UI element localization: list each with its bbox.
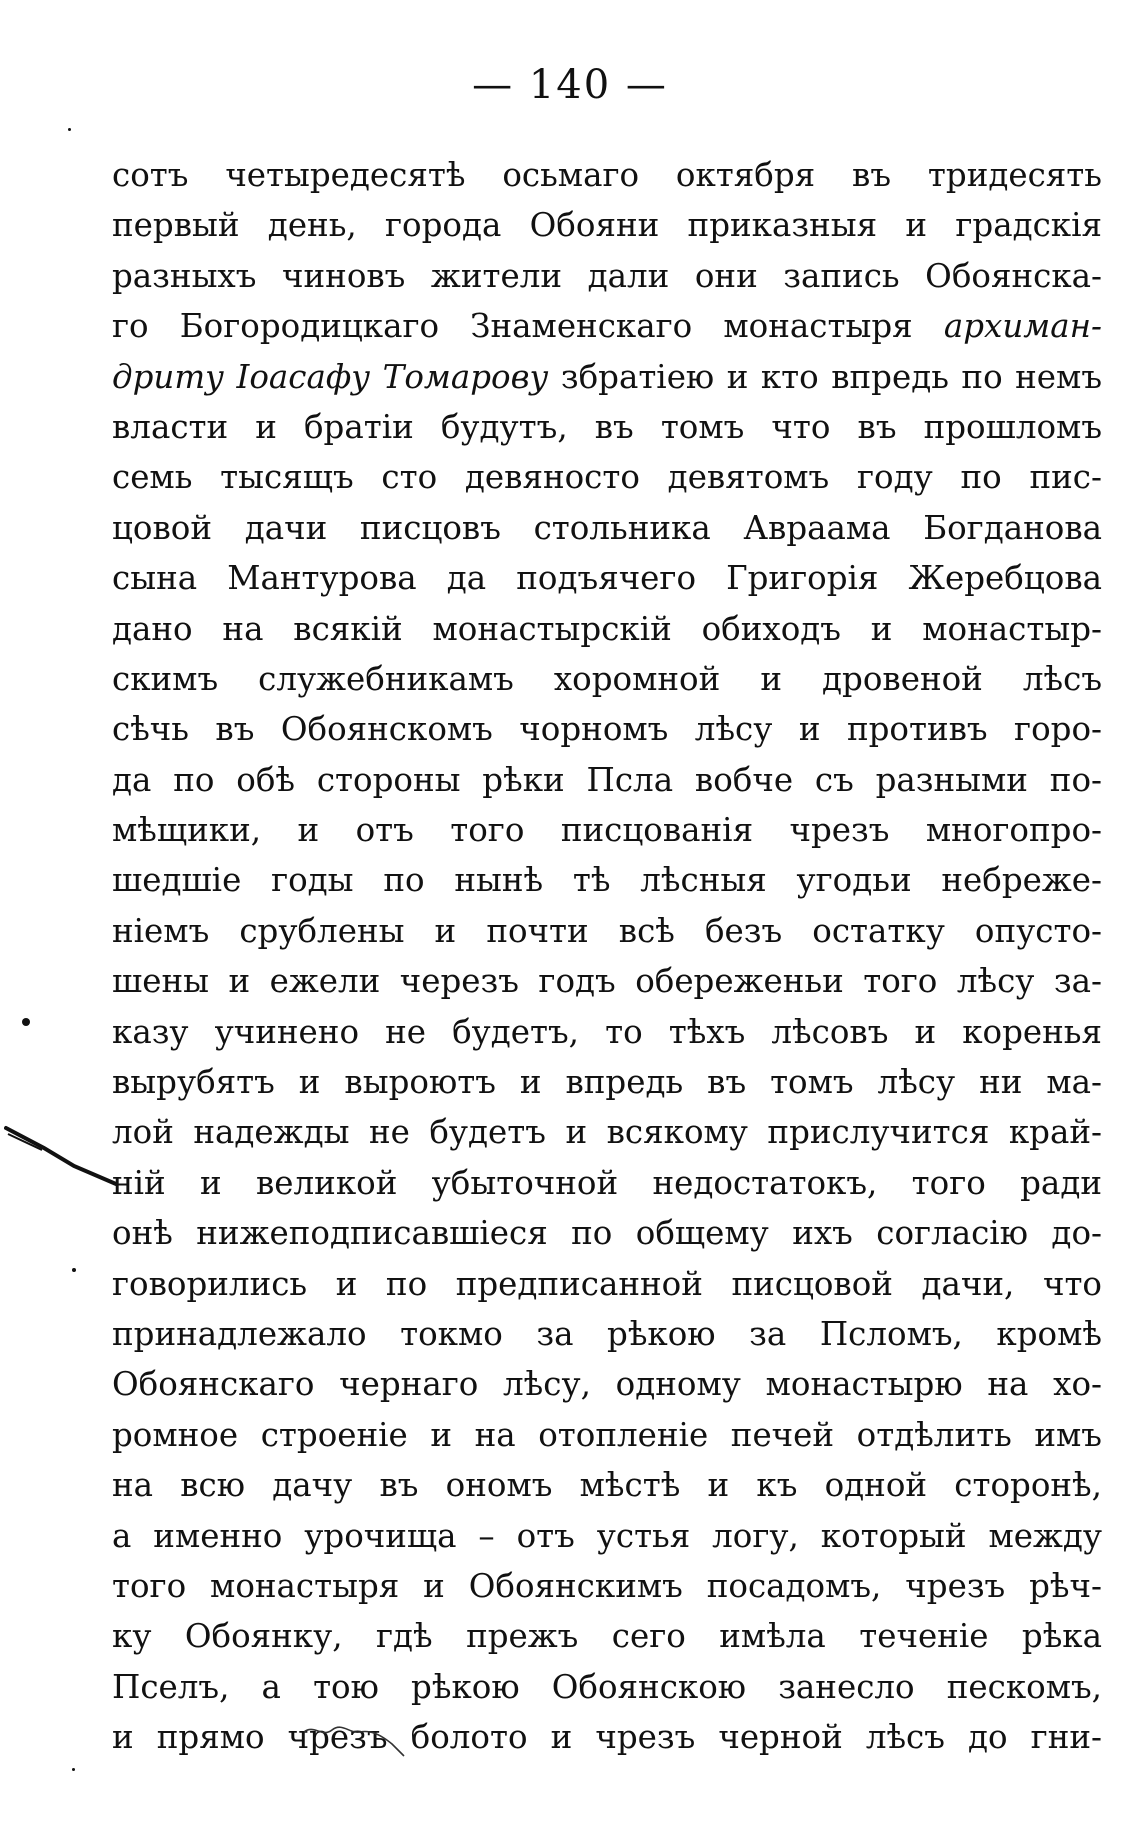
pencil-squiggle	[300, 1720, 410, 1760]
text-line: ромное строеніе и на отопленіе печей отдѣлить имъ	[112, 1415, 1102, 1454]
ink-spot	[22, 1018, 30, 1026]
text-line: онѣ нижеподписавшіеся по общему ихъ согласію до-	[112, 1214, 1102, 1253]
text-line: разныхъ чиновъ жители дали они запись Обоянска-	[112, 256, 1102, 295]
text-line: семь тысящъ сто девяносто девятомъ году по пис-	[112, 458, 1102, 497]
ink-spot	[68, 128, 71, 131]
ink-spot	[72, 1768, 75, 1771]
text-line: власти и братіи будутъ, въ томъ что въ прошломъ	[112, 407, 1102, 446]
text-line: Пселъ, а тою рѣкою Обоянскою занесло пескомъ,	[112, 1667, 1102, 1706]
text-line: Обоянскаго чернаго лѣсу, одному монастырю на хо-	[112, 1365, 1102, 1404]
text-line: дано на всякій монастырскій обиходъ и монастыр-	[112, 609, 1102, 648]
text-line: говорились и по предписанной писцовой дачи, что	[112, 1264, 1102, 1303]
text-line: сотъ четыредесятѣ осьмаго октября въ тридесять	[112, 156, 1102, 194]
italic-name: дриту Іоасафу Томарову	[112, 357, 549, 396]
text-line: лой надежды не будетъ и всякому прислучится край-	[112, 1113, 1102, 1152]
italic-name: архиман-	[943, 307, 1102, 346]
text-line: го Богородицкаго Знаменскаго монастыря архиман-	[112, 307, 1102, 346]
text-line: вырубятъ и выроютъ и впредь въ томъ лѣсу ни ма-	[112, 1063, 1102, 1102]
body-text	[112, 150, 1102, 1763]
text-line: первый день, города Обояни приказныя и градскія	[112, 206, 1102, 245]
text-line: казу учинено не будетъ, то тѣхъ лѣсовъ и коренья	[112, 1012, 1102, 1051]
text-line: да по обѣ стороны рѣки Псла вобче съ разными по-	[112, 760, 1102, 799]
text-line: и прямо чрезъ болото и чрезъ черной лѣсъ до гни-	[112, 1718, 1102, 1757]
margin-stroke	[4, 1120, 124, 1190]
text-line: сына Мантурова да подъячего Григорія Жеребцова	[112, 559, 1102, 598]
text-line: шены и ежели черезъ годъ обереженьи того лѣсу за-	[112, 962, 1102, 1001]
text-line: того монастыря и Обоянскимъ посадомъ, чрезъ рѣч-	[112, 1566, 1102, 1605]
ink-spot	[72, 1268, 76, 1272]
page-number: — 140 —	[472, 62, 668, 108]
text-line: шедшіе годы по нынѣ тѣ лѣсныя угодьи небреже-	[112, 861, 1102, 900]
text-line: ній и великой убыточной недостатокъ, того ради	[112, 1163, 1102, 1202]
text-line: сѣчь въ Обоянскомъ чорномъ лѣсу и противъ горо-	[112, 710, 1102, 749]
text-line: скимъ служебникамъ хоромной и дровеной лѣсъ	[112, 659, 1102, 698]
text-line: а именно урочища – отъ устья логу, который между	[112, 1516, 1102, 1555]
text-line: цовой дачи писцовъ стольника Авраама Богданова	[112, 508, 1102, 547]
text-line: ку Обоянку, гдѣ прежъ сего имѣла теченіе рѣка	[112, 1617, 1102, 1656]
text-line: на всю дачу въ ономъ мѣстѣ и къ одной сторонѣ,	[112, 1466, 1102, 1505]
text-line: дриту Іоасафу Томарову збратіею и кто впредь по немъ	[112, 357, 1102, 396]
text-line: принадлежало токмо за рѣкою за Псломъ, кромѣ	[112, 1314, 1102, 1353]
text-line: ніемъ срублены и почти всѣ безъ остатку опусто-	[112, 911, 1102, 950]
text-line: мѣщики, и отъ того писцованія чрезъ многопро-	[112, 811, 1102, 850]
